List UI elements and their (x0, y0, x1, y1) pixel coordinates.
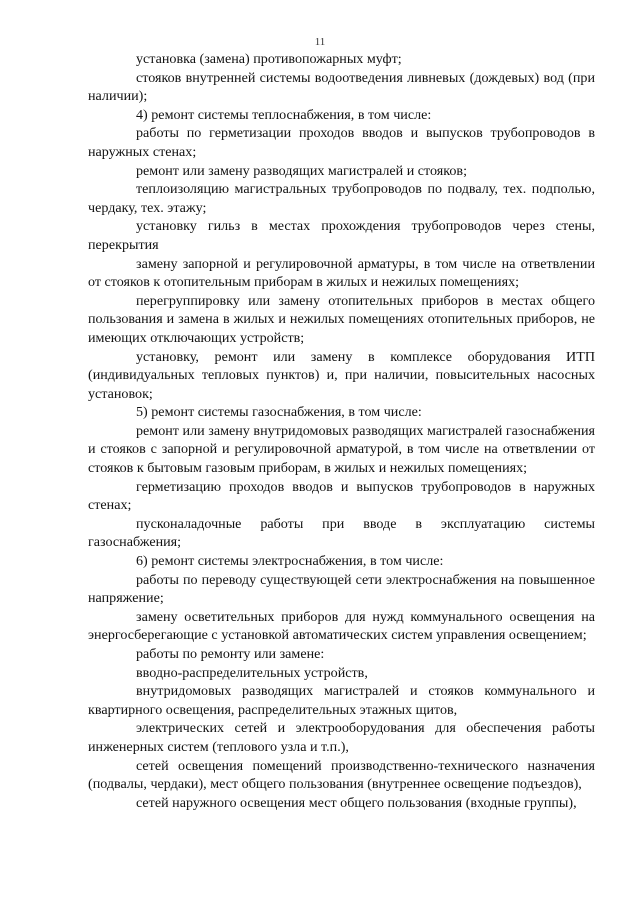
paragraph: 5) ремонт системы газоснабжения, в том числе: (136, 404, 422, 421)
page-number: 11 (314, 36, 326, 48)
paragraph: установку, ремонт или замену в комплексе оборудования ИТП (индивидуальных тепловых пунктов) и, при наличии, повысительных насосных установок; (88, 348, 595, 402)
paragraph: пусконаладочные работы при вводе в эксплуатацию системы газоснабжения; (88, 515, 595, 551)
paragraph: работы по ремонту или замене: (136, 646, 325, 662)
document-body (88, 50, 595, 812)
paragraph: работы по герметизации проходов вводов и выпусков трубопроводов в наружных стенах; (88, 125, 595, 160)
paragraph: герметизацию проходов вводов и выпусков трубопроводов в наружных стенах; (88, 478, 595, 514)
paragraph: 4) ремонт системы теплоснабжения, в том числе: (136, 106, 432, 123)
paragraph: внутридомовых разводящих магистралей и стояков коммунального и квартирного освещения, распределительных этажных щитов, (88, 683, 595, 718)
paragraph: ремонт или замену разводящих магистралей и стояков; (136, 162, 468, 179)
paragraph: установка (замена) противопожарных муфт; (136, 51, 402, 67)
paragraph: вводно-распределительных устройств, (136, 664, 368, 681)
paragraph: замену осветительных приборов для нужд коммунального освещения на энергосберегающие с установкой автоматических систем управления освещением; (88, 608, 595, 644)
paragraph: работы по переводу существующей сети электроснабжения на повышенное напряжение; (88, 571, 595, 607)
paragraph: стояков внутренней системы водоотведения ливневых (дождевых) вод (при наличии); (88, 69, 595, 105)
paragraph: установку гильз в местах прохождения трубопроводов через стены, перекрытия (88, 218, 595, 253)
paragraph: замену запорной и регулировочной арматуры, в том числе на ответвлении от стояков к отопительным приборам в жилых и нежилых помещениях; (88, 255, 595, 291)
paragraph: теплоизоляцию магистральных трубопроводов по подвалу, тех. подполью, чердаку, тех. этажу; (88, 181, 595, 216)
paragraph: электрических сетей и электрооборудования для обеспечения работы инженерных систем (теплового узла и т.п.), (88, 720, 595, 755)
paragraph: сетей освещения помещений производственно-технического назначения (подвалы, чердаки), мест общего пользования (внутреннее освещение подъездов), (88, 757, 595, 793)
paragraph: сетей наружного освещения мест общего пользования (входные группы), (136, 794, 577, 811)
paragraph: перегруппировку или замену отопительных приборов в местах общего пользования и замена в жилых и нежилых помещениях отопительных приборов, не имеющих отключающих устройств; (88, 292, 595, 346)
paragraph: 6) ремонт системы электроснабжения, в том числе: (136, 553, 444, 570)
paragraph: ремонт или замену внутридомовых разводящих магистралей газоснабжения и стояков с запорной и регулировочной арматурой, в том числе на ответвлении от стояков к бытовым газовым приборам, в жилых и нежилых помещениях; (88, 422, 595, 477)
